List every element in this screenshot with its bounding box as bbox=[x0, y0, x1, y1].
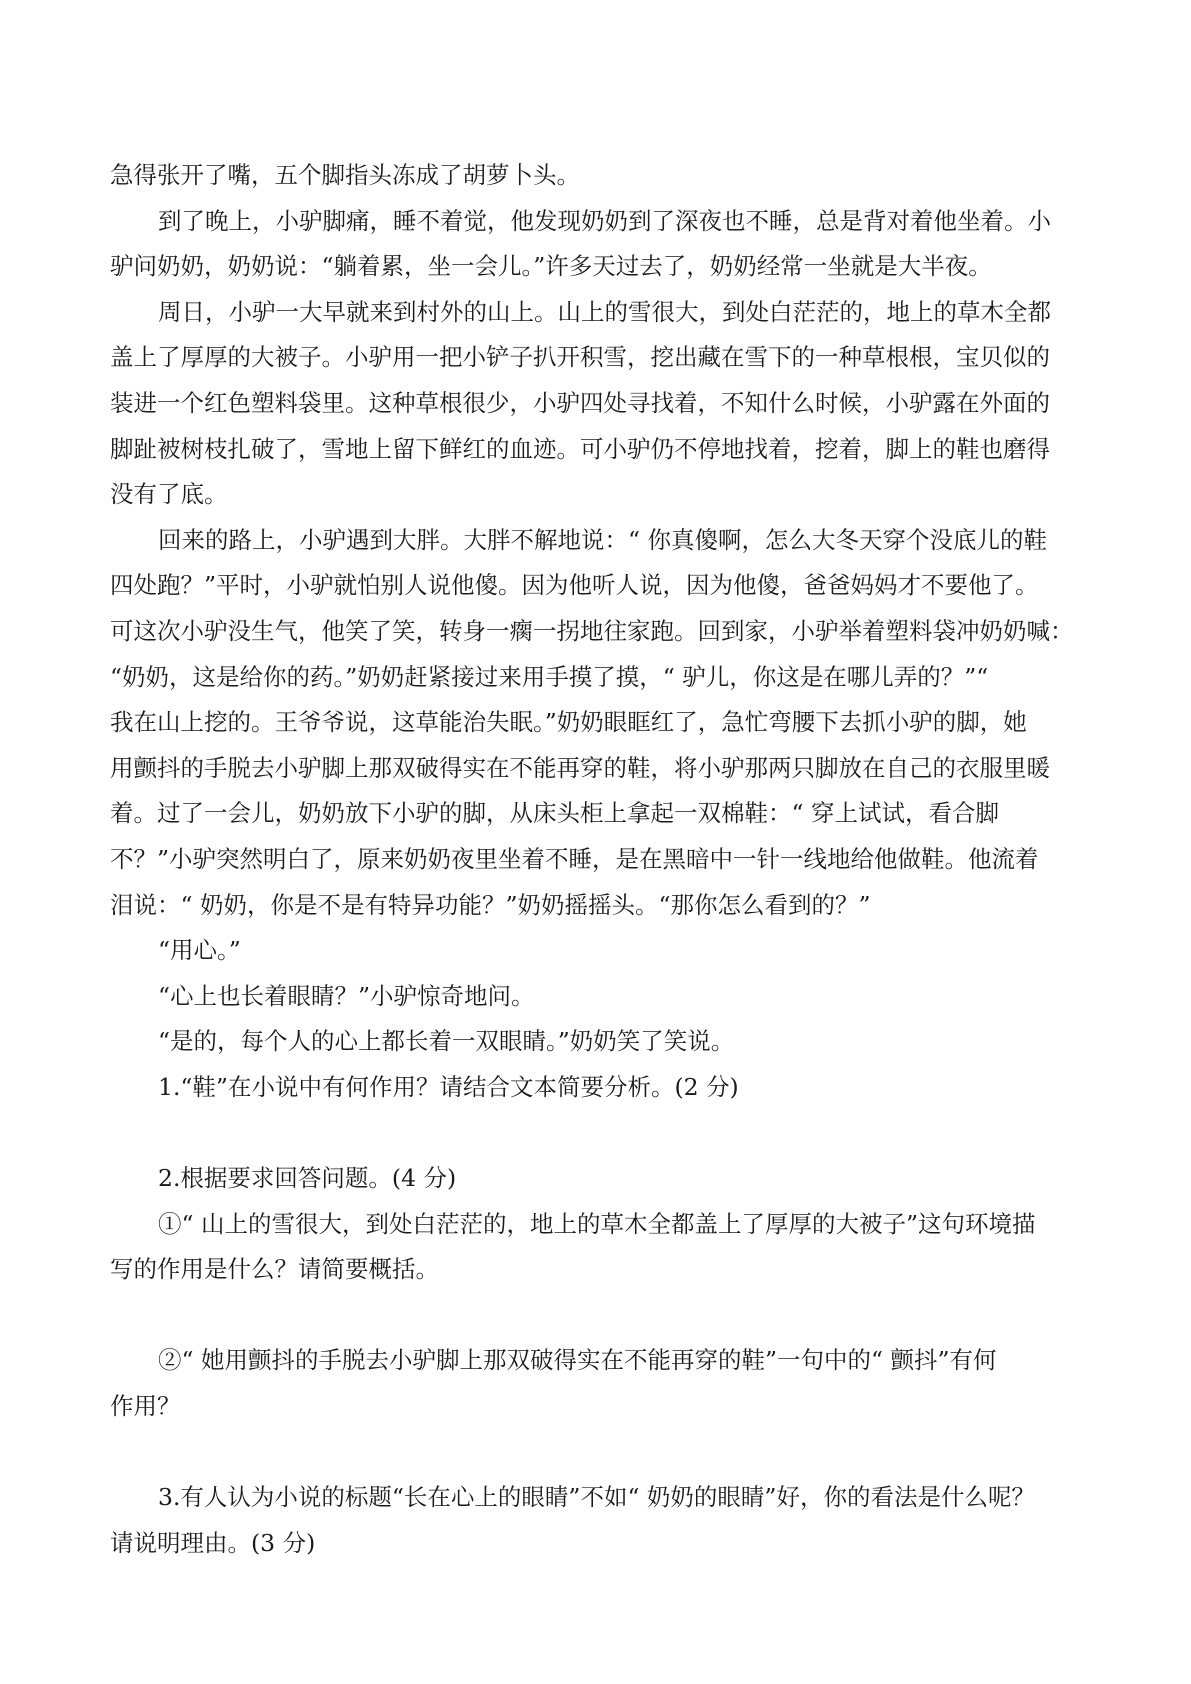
paragraph-line: 用颤抖的手脱去小驴脚上那双破得实在不能再穿的鞋，将小驴那两只脚放在自己的衣服里暖 bbox=[110, 753, 1050, 782]
question-3-cont: 请说明理由。(3 分) bbox=[110, 1528, 316, 1557]
paragraph-line: 泪说：“ 奶奶，你是不是有特异功能？”奶奶摇摇头。“那你怎么看到的？” bbox=[110, 890, 871, 919]
question-2-part-1: ①“ 山上的雪很大，到处白茫茫的，地上的草木全都盖上了厚厚的大被子”这句环境描 bbox=[158, 1209, 1036, 1238]
question-2-part-2-cont: 作用？ bbox=[110, 1392, 181, 1421]
dialogue-line: “心上也长着眼睛？”小驴惊奇地问。 bbox=[158, 981, 535, 1010]
paragraph-line: 周日，小驴一大早就来到村外的山上。山上的雪很大，到处白茫茫的，地上的草木全都 bbox=[158, 297, 1051, 326]
answer-space bbox=[110, 1110, 1081, 1156]
paragraph-line: 可这次小驴没生气，他笑了笑，转身一瘸一拐地往家跑。回到家，小驴举着塑料袋冲奶奶喊： bbox=[110, 616, 1074, 645]
paragraph-line: 驴问奶奶，奶奶说：“躺着累，坐一会儿。”许多天过去了，奶奶经常一坐就是大半夜。 bbox=[110, 252, 992, 281]
question-3: 3.有人认为小说的标题“长在心上的眼睛”不如“ 奶奶的眼睛”好，你的看法是什么呢？ bbox=[158, 1483, 1035, 1512]
paragraph-line: 急得张开了嘴，五个脚指头冻成了胡萝卜头。 bbox=[110, 161, 580, 189]
paragraph-line: 盖上了厚厚的大被子。小驴用一把小铲子扒开积雪，挖出藏在雪下的一种草根根，宝贝似的 bbox=[110, 343, 1050, 372]
question-1: 1.“鞋”在小说中有何作用？请结合文本简要分析。(2 分) bbox=[158, 1072, 739, 1101]
paragraph-line: 回来的路上，小驴遇到大胖。大胖不解地说：“ 你真傻啊，怎么大冬天穿个没底儿的鞋 bbox=[158, 525, 1047, 554]
paragraph-line: 到了晚上，小驴脚痛，睡不着觉，他发现奶奶到了深夜也不睡，总是背对着他坐着。小 bbox=[158, 206, 1051, 235]
paragraph-line: 我在山上挖的。王爷爷说，这草能治失眠。”奶奶眼眶红了，急忙弯腰下去抓小驴的脚，她 bbox=[110, 708, 1027, 737]
answer-space bbox=[110, 1430, 1081, 1476]
paragraph-line: 没有了底。 bbox=[110, 480, 228, 509]
paragraph-line: 不？”小驴突然明白了，原来奶奶夜里坐着不睡，是在黑暗中一针一线地给他做鞋。他流着 bbox=[110, 844, 1039, 873]
answer-space bbox=[110, 1293, 1081, 1339]
paragraph-line: 四处跑？”平时，小驴就怕别人说他傻。因为他听人说，因为他傻，爸爸妈妈才不要他了。 bbox=[110, 571, 1039, 600]
question-2-part-1-cont: 写的作用是什么？请简要概括。 bbox=[110, 1255, 439, 1284]
paragraph-line: 脚趾被树枝扎破了，雪地上留下鲜红的血迹。可小驴仍不停地找着，挖着，脚上的鞋也磨得 bbox=[110, 434, 1050, 463]
paragraph-line: “奶奶，这是给你的药。”奶奶赶紧接过来用手摸了摸，“ 驴儿，你这是在哪儿弄的？”“ bbox=[110, 662, 989, 691]
paragraph-line: 装进一个红色塑料袋里。这种草根很少，小驴四处寻找着，不知什么时候，小驴露在外面的 bbox=[110, 388, 1050, 417]
question-2: 2.根据要求回答问题。(4 分) bbox=[158, 1164, 457, 1193]
dialogue-line: “是的，每个人的心上都长着一双眼睛。”奶奶笑了笑说。 bbox=[158, 1027, 735, 1056]
dialogue-line: “用心。” bbox=[158, 936, 241, 965]
paragraph-line: 着。过了一会儿，奶奶放下小驴的脚，从床头柜上拿起一双棉鞋：“ 穿上试试，看合脚 bbox=[110, 799, 999, 828]
question-2-part-2: ②“ 她用颤抖的手脱去小驴脚上那双破得实在不能再穿的鞋”一句中的“ 颤抖”有何 bbox=[158, 1346, 997, 1375]
